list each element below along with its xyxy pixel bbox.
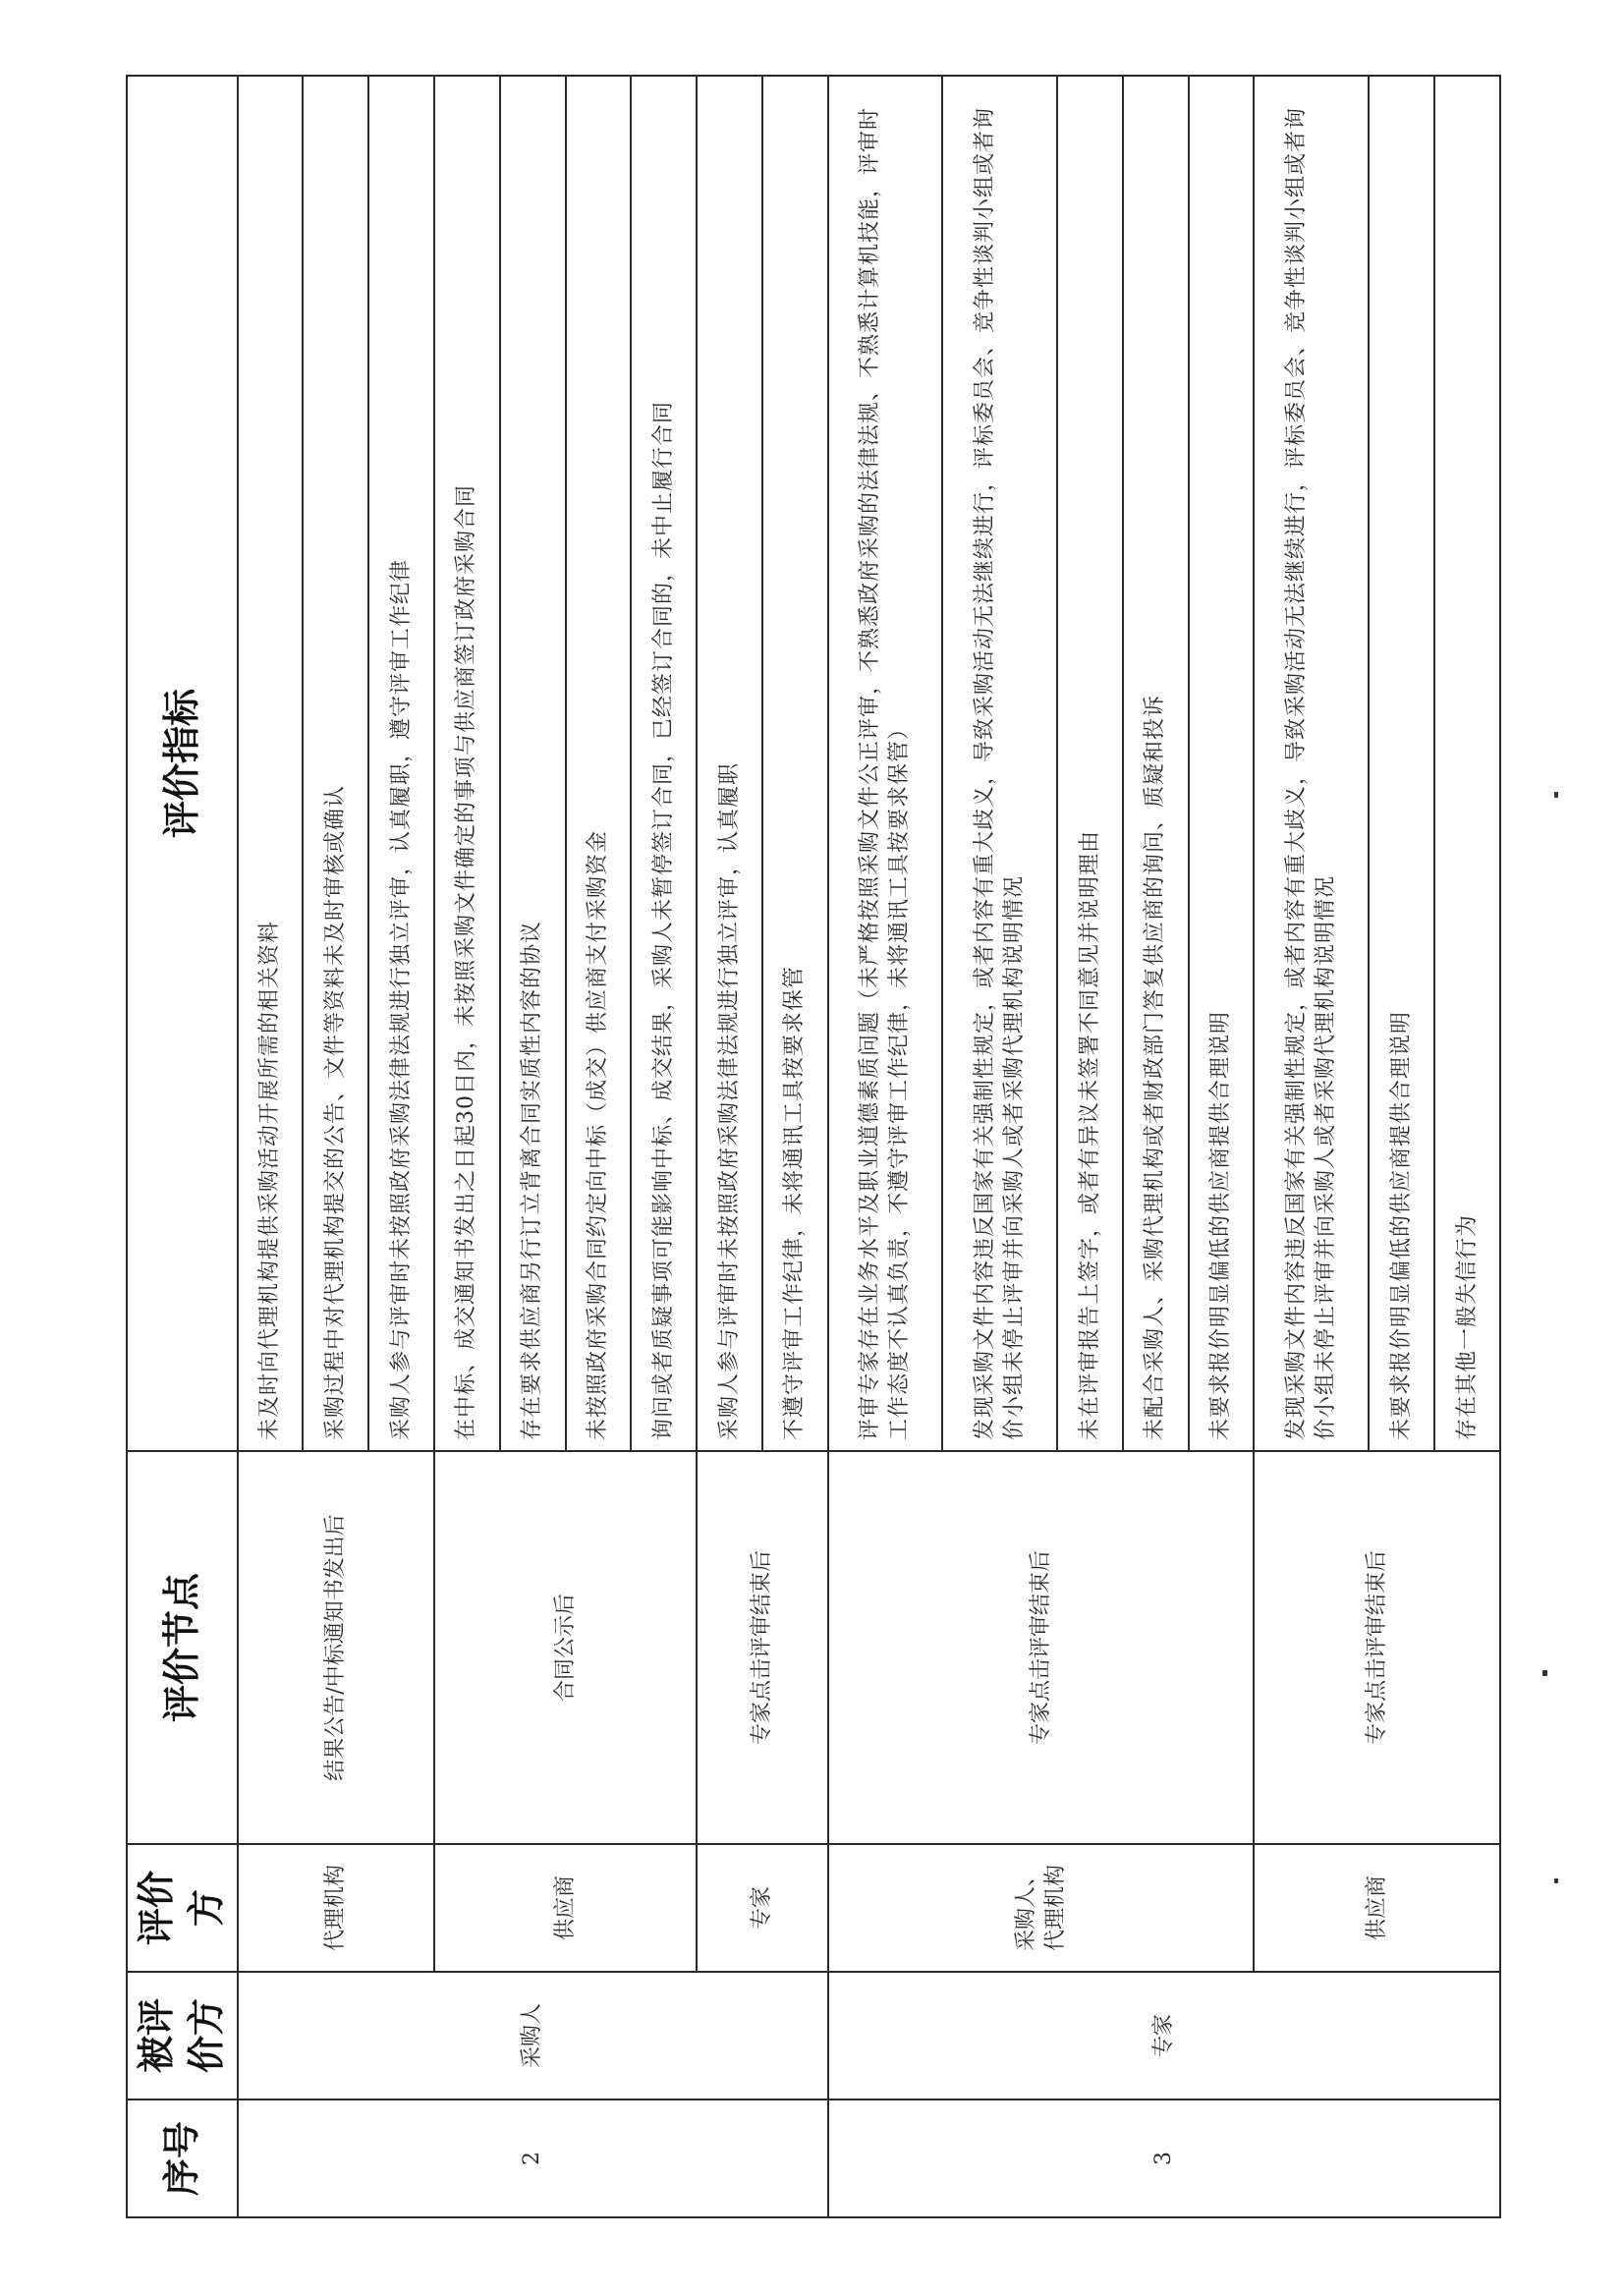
evaluator-cell: 供应商	[434, 1844, 697, 1972]
node-cell: 合同公示后	[434, 1451, 697, 1844]
indicator-cell: 未要求报价明显偏低的供应商提供合理说明	[1369, 76, 1434, 1451]
indicator-cell: 发现采购文件内容违反国家有关强制性规定，或者内容有重大歧义，导致采购活动无法继续进行，评标委员会、竞争性谈判小组或者询价小组未停止评审并向采购人或者采购代理机构说明情况	[942, 76, 1057, 1451]
indicator-cell: 采购过程中对代理机构提交的公告、文件等资料未及时审核或确认	[303, 76, 368, 1451]
indicator-cell: 存在要求供应商另行订立背离合同实质性内容的协议	[500, 76, 566, 1451]
indicator-cell: 未及时向代理机构提供采购活动开展所需的相关资料	[238, 76, 304, 1451]
scan-speck	[1554, 1878, 1558, 1883]
indicator-cell: 采购人参与评审时未按照政府采购法律法规进行独立评审，认真履职	[697, 76, 762, 1451]
table-row	[697, 76, 762, 2217]
scan-speck	[1542, 1670, 1547, 1676]
indicator-cell: 未配合采购人、采购代理机构或者财政部门答复供应商的询问、质疑和投诉	[1123, 76, 1189, 1451]
header-node: 评价节点	[127, 1451, 238, 1844]
indicator-cell: 询问或者质疑事项可能影响中标、成交结果，采购人未暂停签订合同，已经签订合同的，未中止履行合同	[631, 76, 697, 1451]
indicator-cell: 在中标、成交通知书发出之日起30日内，未按照采购文件确定的事项与供应商签订政府采购合同	[434, 76, 500, 1451]
indicator-cell: 存在其他一般失信行为	[1434, 76, 1500, 1451]
seq-cell: 3	[828, 2099, 1500, 2217]
evaluator-cell: 专家	[697, 1844, 828, 1972]
indicator-cell: 未要求报价明显偏低的供应商提供合理说明	[1189, 76, 1255, 1451]
header-row	[127, 76, 238, 2217]
indicator-cell: 未按照政府采购合同约定向中标（成交）供应商支付采购资金	[566, 76, 632, 1451]
node-cell: 结果公告/中标通知书发出后	[238, 1451, 434, 1844]
indicator-cell: 采购人参与评审时未按照政府采购法律法规进行独立评审，认真履职，遵守评审工作纪律	[368, 76, 434, 1451]
header-evaluated: 被评价方	[127, 1972, 238, 2099]
evaluation-table	[126, 75, 1501, 2218]
node-cell: 专家点击评审结束后	[828, 1451, 1255, 1844]
node-cell: 专家点击评审结束后	[1254, 1451, 1500, 1844]
table-row	[1254, 76, 1369, 2217]
evaluator-cell: 供应商	[1254, 1844, 1500, 1972]
evaluator-cell: 采购人、代理机构	[828, 1844, 1255, 1972]
header-seq: 序号	[127, 2099, 238, 2217]
indicator-cell: 不遵守评审工作纪律，未将通讯工具按要求保管	[762, 76, 828, 1451]
header-indicator: 评价指标	[127, 76, 238, 1451]
header-evaluator: 评价方	[127, 1844, 238, 1972]
indicator-cell: 评审专家存在业务水平及职业道德素质问题（未严格按照采购文件公正评审，不熟悉政府采购的法律法规、不熟悉计算机技能，评审时工作态度不认真负责，不遵守评审工作纪律，未将通讯工具按要求保管）	[828, 76, 943, 1451]
evaluated-cell: 专家	[828, 1972, 1500, 2099]
table-row	[828, 76, 943, 2217]
evaluated-cell: 采购人	[238, 1972, 828, 2099]
indicator-cell: 发现采购文件内容违反国家有关强制性规定，或者内容有重大歧义，导致采购活动无法继续进行，评标委员会、竞争性谈判小组或者询价小组未停止评审并向采购人或者采购代理机构说明情况	[1254, 76, 1369, 1451]
table-row	[434, 76, 500, 2217]
scan-speck	[1554, 792, 1558, 798]
table-row	[238, 76, 304, 2217]
evaluator-cell: 代理机构	[238, 1844, 434, 1972]
node-cell: 专家点击评审结束后	[697, 1451, 828, 1844]
indicator-cell: 未在评审报告上签字，或者有异议未签署不同意见并说明理由	[1057, 76, 1123, 1451]
rotated-table-wrapper	[126, 77, 1501, 2218]
seq-cell: 2	[238, 2099, 828, 2217]
